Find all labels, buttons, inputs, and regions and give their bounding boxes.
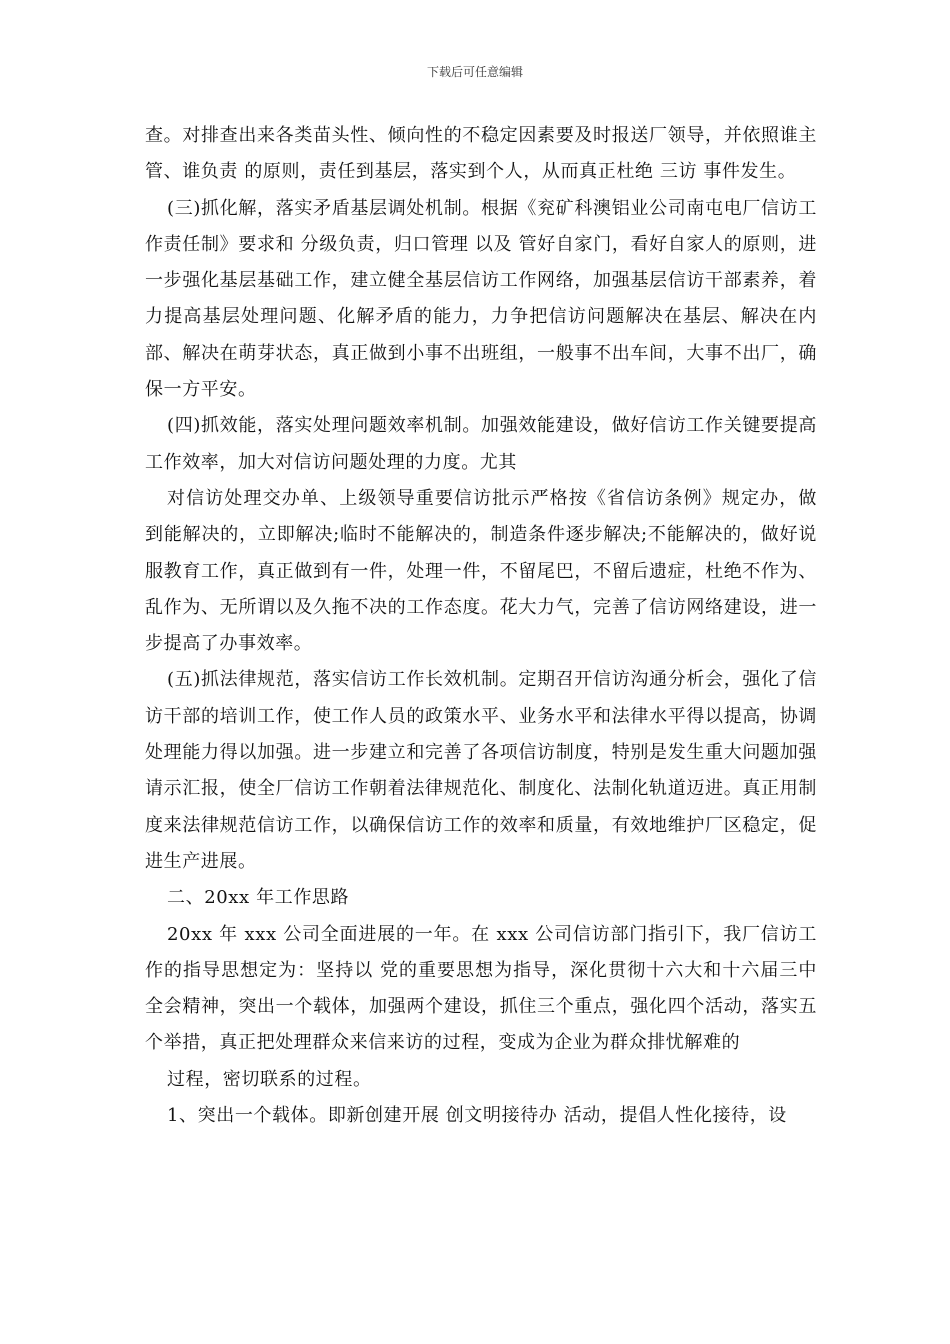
section-heading: 二、20xx 年工作思路 bbox=[167, 887, 350, 909]
page-header: 下载后可任意编辑 bbox=[426, 65, 523, 79]
document-body bbox=[145, 118, 817, 1134]
paragraph: 20xx 年 xxx 公司全面进展的一年。在 xxx 公司信访部门指引下，我厂信访工作的指导思想定为：坚持以 党的重要思想为指导，深化贯彻十六大和十六届三中全会精神，突出一个载体，加强两个建设，抓住三个重点，强化四个活动，落实五个举措，真正把处理群众来信来访的过程，变成为企业为群众排忧解难的 bbox=[145, 923, 817, 1054]
paragraph: 对信访处理交办单、上级领导重要信访批示严格按《省信访条例》规定办，做到能解决的，立即解决;临时不能解决的，制造条件逐步解决;不能解决的，做好说服教育工作，真正做到有一件，处理一件，不留尾巴，不留后遗症，杜绝不作为、乱作为、无所谓以及久拖不决的工作态度。花大力气，完善了信访网络建设，进一步提高了办事效率。 bbox=[145, 487, 817, 655]
paragraph: 过程，密切联系的过程。 bbox=[167, 1068, 372, 1090]
paragraph: 1、突出一个载体。即新创建开展 创文明接待办 活动，提倡人性化接待，设 bbox=[167, 1105, 787, 1127]
paragraph: (五)抓法律规范，落实信访工作长效机制。定期召开信访沟通分析会，强化了信访干部的培训工作，使工作人员的政策水平、业务水平和法律水平得以提高，协调处理能力得以加强。进一步建立和完善了各项信访制度，特别是发生重大问题加强请示汇报，使全厂信访工作朝着法律规范化、制度化、法制化轨道迈进。真正用制度来法律规范信访工作，以确保信访工作的效率和质量，有效地维护厂区稳定，促进生产进展。 bbox=[145, 669, 817, 872]
paragraph: (四)抓效能，落实处理问题效率机制。加强效能建设，做好信访工作关键要提高工作效率，加大对信访问题处理的力度。尤其 bbox=[145, 415, 817, 473]
paragraph: (三)抓化解，落实矛盾基层调处机制。根据《兖矿科澳铝业公司南屯电厂信访工作责任制》要求和 分级负责，归口管理 以及 管好自家门，看好自家人的原则，进一步强化基层基础工作，建立健全基层信访工作网络，加强基层信访干部素养，着力提高基层处理问题、化解矛盾的能力，力争把信访问题解决在基层、解决在内部、解决在萌芽状态，真正做到小事不出班组，一般事不出车间，大事不出厂，确保一方平安。 bbox=[145, 197, 817, 401]
paragraph: 查。对排查出来各类苗头性、倾向性的不稳定因素要及时报送厂领导，并依照谁主管、谁负责 的原则，责任到基层，落实到个人，从而真正杜绝 三访 事件发生。 bbox=[145, 125, 817, 183]
